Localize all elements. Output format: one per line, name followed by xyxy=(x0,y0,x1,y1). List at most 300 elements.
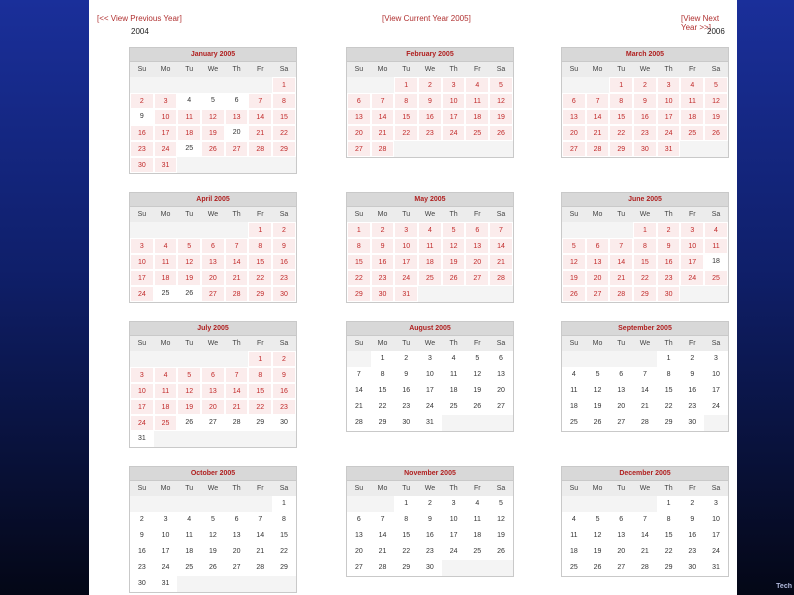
day-link[interactable]: 19 xyxy=(177,399,201,415)
day-link[interactable]: 28 xyxy=(489,270,513,286)
day-link[interactable]: 15 xyxy=(248,254,272,270)
day-cell: 26 xyxy=(497,548,505,555)
day-link[interactable]: 2 xyxy=(633,77,657,93)
day-link[interactable]: 3 xyxy=(680,222,704,238)
empty-day-cell xyxy=(562,496,586,512)
day-link[interactable]: 6 xyxy=(201,238,225,254)
day-cell: 8 xyxy=(666,371,671,378)
day-link[interactable]: 4 xyxy=(154,367,178,383)
day-link[interactable]: 7 xyxy=(586,93,610,109)
day-link[interactable]: 1 xyxy=(272,77,296,93)
day-link[interactable]: 10 xyxy=(154,109,178,125)
day-link[interactable]: 28 xyxy=(586,141,610,157)
day-cell: 18 xyxy=(569,548,578,555)
day-link[interactable]: 21 xyxy=(225,270,249,286)
view-current-year-link[interactable]: [View Current Year 2005] xyxy=(382,14,471,23)
day-link[interactable]: 24 xyxy=(442,125,466,141)
day-link[interactable]: 21 xyxy=(225,399,249,415)
day-link[interactable]: 27 xyxy=(347,141,371,157)
empty-day-cell xyxy=(609,496,633,512)
day-link[interactable]: 26 xyxy=(201,141,225,157)
day-link[interactable]: 25 xyxy=(418,270,442,286)
day-link[interactable]: 20 xyxy=(201,399,225,415)
empty-day-cell xyxy=(442,560,466,576)
day-link[interactable]: 17 xyxy=(442,109,466,125)
day-link[interactable]: 22 xyxy=(347,270,371,286)
day-cell: 12 xyxy=(473,371,482,378)
weekday-label: Th xyxy=(449,66,458,73)
day-link[interactable]: 13 xyxy=(562,109,586,125)
day-link[interactable]: 5 xyxy=(177,367,201,383)
day-link[interactable]: 16 xyxy=(418,109,442,125)
day-link[interactable]: 16 xyxy=(272,383,296,399)
day-link[interactable]: 25 xyxy=(704,270,728,286)
day-link[interactable]: 12 xyxy=(201,109,225,125)
day-link[interactable]: 4 xyxy=(680,77,704,93)
week-row xyxy=(347,141,513,157)
weekday-label: Mo xyxy=(160,485,171,492)
day-link[interactable]: 21 xyxy=(489,254,513,270)
weekday-label: Th xyxy=(232,485,241,492)
day-link[interactable]: 28 xyxy=(248,141,272,157)
day-link[interactable]: 23 xyxy=(130,141,154,157)
day-link[interactable]: 25 xyxy=(465,125,489,141)
day-link[interactable]: 22 xyxy=(272,125,296,141)
day-link[interactable]: 16 xyxy=(371,254,395,270)
empty-day-cell xyxy=(347,77,371,93)
day-link[interactable]: 21 xyxy=(248,125,272,141)
day-link[interactable]: 9 xyxy=(371,238,395,254)
empty-day-cell xyxy=(442,415,466,431)
day-link[interactable]: 17 xyxy=(394,254,418,270)
day-link[interactable]: 16 xyxy=(272,254,296,270)
empty-day-cell xyxy=(154,431,178,447)
day-cell: 20 xyxy=(232,129,241,136)
month-title: February 2005 xyxy=(347,48,513,62)
day-cell: 29 xyxy=(664,564,673,571)
weekday-label: Fr xyxy=(473,485,481,492)
day-link[interactable]: 12 xyxy=(704,93,728,109)
day-link[interactable]: 5 xyxy=(704,77,728,93)
day-link[interactable]: 30 xyxy=(272,286,296,302)
day-link[interactable]: 14 xyxy=(609,254,633,270)
day-link[interactable]: 29 xyxy=(248,286,272,302)
weekday-label: Su xyxy=(354,485,364,492)
week-row xyxy=(130,496,296,512)
day-link[interactable]: 7 xyxy=(248,93,272,109)
day-link[interactable]: 24 xyxy=(130,286,154,302)
empty-day-cell xyxy=(465,560,489,576)
day-link[interactable]: 8 xyxy=(272,93,296,109)
week-row xyxy=(130,576,296,592)
day-cell: 1 xyxy=(282,500,286,507)
day-link[interactable]: 13 xyxy=(225,109,249,125)
day-cell: 16 xyxy=(402,387,411,394)
day-link[interactable]: 8 xyxy=(394,93,418,109)
weekday-header xyxy=(562,481,728,496)
day-link[interactable]: 20 xyxy=(465,254,489,270)
day-link[interactable]: 3 xyxy=(130,238,154,254)
day-cell: 10 xyxy=(712,371,720,378)
day-link[interactable]: 13 xyxy=(201,254,225,270)
day-link[interactable]: 14 xyxy=(248,109,272,125)
day-cell: 7 xyxy=(356,371,361,378)
week-row xyxy=(562,560,728,576)
weekday-label: Su xyxy=(569,211,579,218)
day-link[interactable]: 20 xyxy=(201,270,225,286)
day-link[interactable]: 13 xyxy=(201,383,225,399)
day-link[interactable]: 31 xyxy=(657,141,681,157)
day-cell: 16 xyxy=(426,532,434,539)
empty-day-cell xyxy=(225,77,249,93)
day-link[interactable]: 29 xyxy=(347,286,371,302)
day-cell: 2 xyxy=(427,500,432,507)
empty-day-cell xyxy=(201,77,225,93)
day-link[interactable]: 12 xyxy=(442,238,466,254)
day-link[interactable]: 15 xyxy=(609,109,633,125)
day-cell: 19 xyxy=(497,532,505,539)
day-link[interactable]: 25 xyxy=(154,415,178,431)
day-link[interactable]: 12 xyxy=(177,254,201,270)
weekday-label: Sa xyxy=(279,340,289,347)
day-link[interactable]: 8 xyxy=(248,238,272,254)
day-link[interactable]: 19 xyxy=(201,125,225,141)
week-row xyxy=(130,254,296,270)
day-link[interactable]: 8 xyxy=(633,238,657,254)
day-link[interactable]: 20 xyxy=(562,125,586,141)
weekday-label: We xyxy=(424,66,436,73)
day-link[interactable]: 29 xyxy=(609,141,633,157)
day-link[interactable]: 14 xyxy=(225,383,249,399)
day-link[interactable]: 22 xyxy=(248,270,272,286)
day-link[interactable]: 6 xyxy=(562,93,586,109)
day-link[interactable]: 9 xyxy=(272,238,296,254)
weekday-header xyxy=(562,207,728,222)
empty-day-cell xyxy=(442,141,466,157)
day-link[interactable]: 22 xyxy=(394,125,418,141)
day-link[interactable]: 30 xyxy=(633,141,657,157)
day-link[interactable]: 27 xyxy=(225,141,249,157)
day-link[interactable]: 23 xyxy=(371,270,395,286)
day-link[interactable]: 4 xyxy=(704,222,728,238)
day-link[interactable]: 24 xyxy=(657,125,681,141)
day-link[interactable]: 10 xyxy=(394,238,418,254)
day-link[interactable]: 11 xyxy=(680,93,704,109)
week-row xyxy=(347,93,513,109)
weekday-label: Su xyxy=(137,485,147,492)
weekday-label: Fr xyxy=(256,485,264,492)
day-link[interactable]: 11 xyxy=(465,93,489,109)
day-link[interactable]: 24 xyxy=(394,270,418,286)
month-calendar xyxy=(561,466,729,577)
weekday-label: Th xyxy=(449,340,458,347)
day-link[interactable]: 30 xyxy=(371,286,395,302)
weekday-label: Th xyxy=(232,66,241,73)
day-link[interactable]: 14 xyxy=(586,109,610,125)
day-cell: 3 xyxy=(714,355,718,362)
day-link[interactable]: 26 xyxy=(562,286,586,302)
week-row xyxy=(562,496,728,512)
day-link[interactable]: 26 xyxy=(704,125,728,141)
day-link[interactable]: 21 xyxy=(371,125,395,141)
day-link[interactable]: 19 xyxy=(704,109,728,125)
day-link[interactable]: 15 xyxy=(347,254,371,270)
empty-day-cell xyxy=(609,351,633,367)
day-link[interactable]: 11 xyxy=(704,238,728,254)
day-link[interactable]: 8 xyxy=(609,93,633,109)
day-link[interactable]: 11 xyxy=(154,383,178,399)
day-link[interactable]: 18 xyxy=(154,399,178,415)
day-cell: 24 xyxy=(426,403,434,410)
day-cell: 25 xyxy=(161,290,170,297)
weekday-label: Fr xyxy=(473,340,481,347)
day-link[interactable]: 18 xyxy=(418,254,442,270)
day-link[interactable]: 22 xyxy=(248,399,272,415)
day-link[interactable]: 6 xyxy=(201,367,225,383)
day-cell: 20 xyxy=(497,387,505,394)
day-link[interactable]: 31 xyxy=(394,286,418,302)
day-link[interactable]: 23 xyxy=(272,270,296,286)
day-link[interactable]: 6 xyxy=(465,222,489,238)
day-link[interactable]: 30 xyxy=(130,157,154,173)
weekday-label: Fr xyxy=(473,66,481,73)
day-link[interactable]: 13 xyxy=(586,254,610,270)
day-link[interactable]: 15 xyxy=(394,109,418,125)
day-link[interactable]: 19 xyxy=(442,254,466,270)
day-link[interactable]: 20 xyxy=(347,125,371,141)
day-link[interactable]: 2 xyxy=(272,222,296,238)
day-link[interactable]: 7 xyxy=(489,222,513,238)
day-cell: 23 xyxy=(688,403,697,410)
day-link[interactable]: 23 xyxy=(418,125,442,141)
day-link[interactable]: 19 xyxy=(489,109,513,125)
weekday-label: Mo xyxy=(592,66,603,73)
day-link[interactable]: 18 xyxy=(154,270,178,286)
day-link[interactable]: 28 xyxy=(371,141,395,157)
day-link[interactable]: 22 xyxy=(609,125,633,141)
week-row xyxy=(562,125,728,141)
day-link[interactable]: 29 xyxy=(633,286,657,302)
day-link[interactable]: 24 xyxy=(680,270,704,286)
day-cell: 25 xyxy=(569,419,578,426)
day-link[interactable]: 1 xyxy=(609,77,633,93)
empty-day-cell xyxy=(562,77,586,93)
weekday-label: Su xyxy=(137,340,147,347)
month-title: July 2005 xyxy=(130,322,296,336)
day-link[interactable]: 3 xyxy=(394,222,418,238)
empty-day-cell xyxy=(154,222,178,238)
day-link[interactable]: 15 xyxy=(272,109,296,125)
day-link[interactable]: 9 xyxy=(633,93,657,109)
empty-day-cell xyxy=(489,286,513,302)
day-link[interactable]: 10 xyxy=(442,93,466,109)
day-link[interactable]: 3 xyxy=(130,367,154,383)
day-link[interactable]: 3 xyxy=(657,77,681,93)
week-row xyxy=(347,351,513,367)
day-cell: 7 xyxy=(642,516,647,523)
empty-day-cell xyxy=(489,415,513,431)
day-link[interactable]: 2 xyxy=(371,222,395,238)
day-link[interactable]: 28 xyxy=(609,286,633,302)
day-cell: 19 xyxy=(593,403,602,410)
day-link[interactable]: 2 xyxy=(272,351,296,367)
empty-day-cell xyxy=(248,496,272,512)
day-link[interactable]: 16 xyxy=(633,109,657,125)
week-row xyxy=(562,528,728,544)
day-link[interactable]: 31 xyxy=(154,157,178,173)
day-link[interactable]: 15 xyxy=(633,254,657,270)
day-cell: 30 xyxy=(688,419,697,426)
empty-day-cell xyxy=(201,576,225,592)
day-link[interactable]: 10 xyxy=(657,93,681,109)
day-link[interactable]: 27 xyxy=(586,286,610,302)
day-link[interactable]: 2 xyxy=(657,222,681,238)
day-link[interactable]: 11 xyxy=(177,109,201,125)
day-link[interactable]: 17 xyxy=(657,109,681,125)
month-calendar xyxy=(561,192,729,303)
day-link[interactable]: 14 xyxy=(489,238,513,254)
day-cell: 6 xyxy=(499,355,503,362)
day-link[interactable]: 23 xyxy=(657,270,681,286)
day-link[interactable]: 22 xyxy=(633,270,657,286)
day-link[interactable]: 11 xyxy=(418,238,442,254)
tech-logo: Tech xyxy=(776,583,792,590)
day-link[interactable]: 23 xyxy=(272,399,296,415)
day-cell: 4 xyxy=(571,516,576,523)
day-link[interactable]: 2 xyxy=(130,93,154,109)
day-link[interactable]: 12 xyxy=(562,254,586,270)
day-link[interactable]: 15 xyxy=(248,383,272,399)
empty-day-cell xyxy=(248,157,272,173)
day-link[interactable]: 10 xyxy=(130,383,154,399)
day-link[interactable]: 24 xyxy=(154,141,178,157)
day-link[interactable]: 12 xyxy=(489,93,513,109)
weekday-label: Mo xyxy=(160,66,171,73)
day-link[interactable]: 7 xyxy=(225,367,249,383)
day-link[interactable]: 1 xyxy=(347,222,371,238)
day-cell: 5 xyxy=(210,97,215,104)
day-link[interactable]: 17 xyxy=(130,270,154,286)
day-link[interactable]: 27 xyxy=(465,270,489,286)
day-link[interactable]: 5 xyxy=(442,222,466,238)
day-link[interactable]: 9 xyxy=(657,238,681,254)
day-link[interactable]: 1 xyxy=(394,77,418,93)
day-link[interactable]: 4 xyxy=(465,77,489,93)
day-link[interactable]: 18 xyxy=(177,125,201,141)
day-link[interactable]: 20 xyxy=(586,270,610,286)
day-link[interactable]: 17 xyxy=(680,254,704,270)
day-link[interactable]: 10 xyxy=(130,254,154,270)
day-link[interactable]: 19 xyxy=(562,270,586,286)
empty-day-cell xyxy=(586,222,610,238)
day-link[interactable]: 27 xyxy=(562,141,586,157)
day-link[interactable]: 5 xyxy=(177,238,201,254)
view-previous-year-link[interactable]: [<< View Previous Year] xyxy=(97,14,182,23)
day-link[interactable]: 17 xyxy=(154,125,178,141)
day-cell: 4 xyxy=(571,371,576,378)
day-link[interactable]: 25 xyxy=(680,125,704,141)
day-link[interactable]: 16 xyxy=(657,254,681,270)
weekday-header xyxy=(562,336,728,351)
day-link[interactable]: 7 xyxy=(225,238,249,254)
day-link[interactable]: 1 xyxy=(248,351,272,367)
day-cell: 3 xyxy=(427,355,432,362)
day-link[interactable]: 9 xyxy=(272,367,296,383)
day-link[interactable]: 24 xyxy=(130,415,154,431)
day-link[interactable]: 9 xyxy=(418,93,442,109)
day-link[interactable]: 14 xyxy=(371,109,395,125)
day-cell: 28 xyxy=(641,564,649,571)
day-link[interactable]: 13 xyxy=(465,238,489,254)
week-row xyxy=(562,77,728,93)
day-link[interactable]: 16 xyxy=(130,125,154,141)
day-link[interactable]: 8 xyxy=(347,238,371,254)
weekday-label: Sa xyxy=(496,66,506,73)
day-cell: 23 xyxy=(137,564,146,571)
day-link[interactable]: 1 xyxy=(248,222,272,238)
day-link[interactable]: 26 xyxy=(442,270,466,286)
day-link[interactable]: 29 xyxy=(272,141,296,157)
day-link[interactable]: 21 xyxy=(586,125,610,141)
day-link[interactable]: 7 xyxy=(609,238,633,254)
weekday-label: We xyxy=(207,66,219,73)
day-cell: 2 xyxy=(139,516,144,523)
day-link[interactable]: 21 xyxy=(609,270,633,286)
empty-day-cell xyxy=(272,431,296,447)
day-link[interactable]: 19 xyxy=(177,270,201,286)
day-cell: 2 xyxy=(690,355,695,362)
day-link[interactable]: 5 xyxy=(489,77,513,93)
weekday-header xyxy=(347,481,513,496)
empty-day-cell xyxy=(177,351,201,367)
day-link[interactable]: 3 xyxy=(154,93,178,109)
day-cell: 28 xyxy=(256,564,265,571)
day-link[interactable]: 4 xyxy=(418,222,442,238)
day-link[interactable]: 30 xyxy=(657,286,681,302)
day-link[interactable]: 8 xyxy=(248,367,272,383)
day-link[interactable]: 1 xyxy=(633,222,657,238)
weekday-label: Th xyxy=(664,66,673,73)
day-link[interactable]: 6 xyxy=(347,93,371,109)
week-row xyxy=(347,125,513,141)
week-row xyxy=(130,77,296,93)
week-row xyxy=(130,93,296,109)
day-link[interactable]: 7 xyxy=(371,93,395,109)
day-cell: 25 xyxy=(569,564,578,571)
day-link[interactable]: 12 xyxy=(177,383,201,399)
day-link[interactable]: 28 xyxy=(225,286,249,302)
day-link[interactable]: 27 xyxy=(201,286,225,302)
day-link[interactable]: 26 xyxy=(489,125,513,141)
day-link[interactable]: 18 xyxy=(465,109,489,125)
empty-day-cell xyxy=(177,431,201,447)
day-link[interactable]: 14 xyxy=(225,254,249,270)
day-link[interactable]: 23 xyxy=(633,125,657,141)
day-link[interactable]: 11 xyxy=(154,254,178,270)
day-link[interactable]: 2 xyxy=(418,77,442,93)
day-cell: 8 xyxy=(404,516,409,523)
view-next-year-link[interactable]: [View Next Year >>] xyxy=(681,14,720,32)
day-link[interactable]: 13 xyxy=(347,109,371,125)
day-link[interactable]: 10 xyxy=(680,238,704,254)
day-link[interactable]: 17 xyxy=(130,399,154,415)
day-link[interactable]: 4 xyxy=(154,238,178,254)
day-link[interactable]: 18 xyxy=(680,109,704,125)
day-cell: 27 xyxy=(497,403,505,410)
day-link[interactable]: 5 xyxy=(562,238,586,254)
day-link[interactable]: 3 xyxy=(442,77,466,93)
day-link[interactable]: 6 xyxy=(586,238,610,254)
